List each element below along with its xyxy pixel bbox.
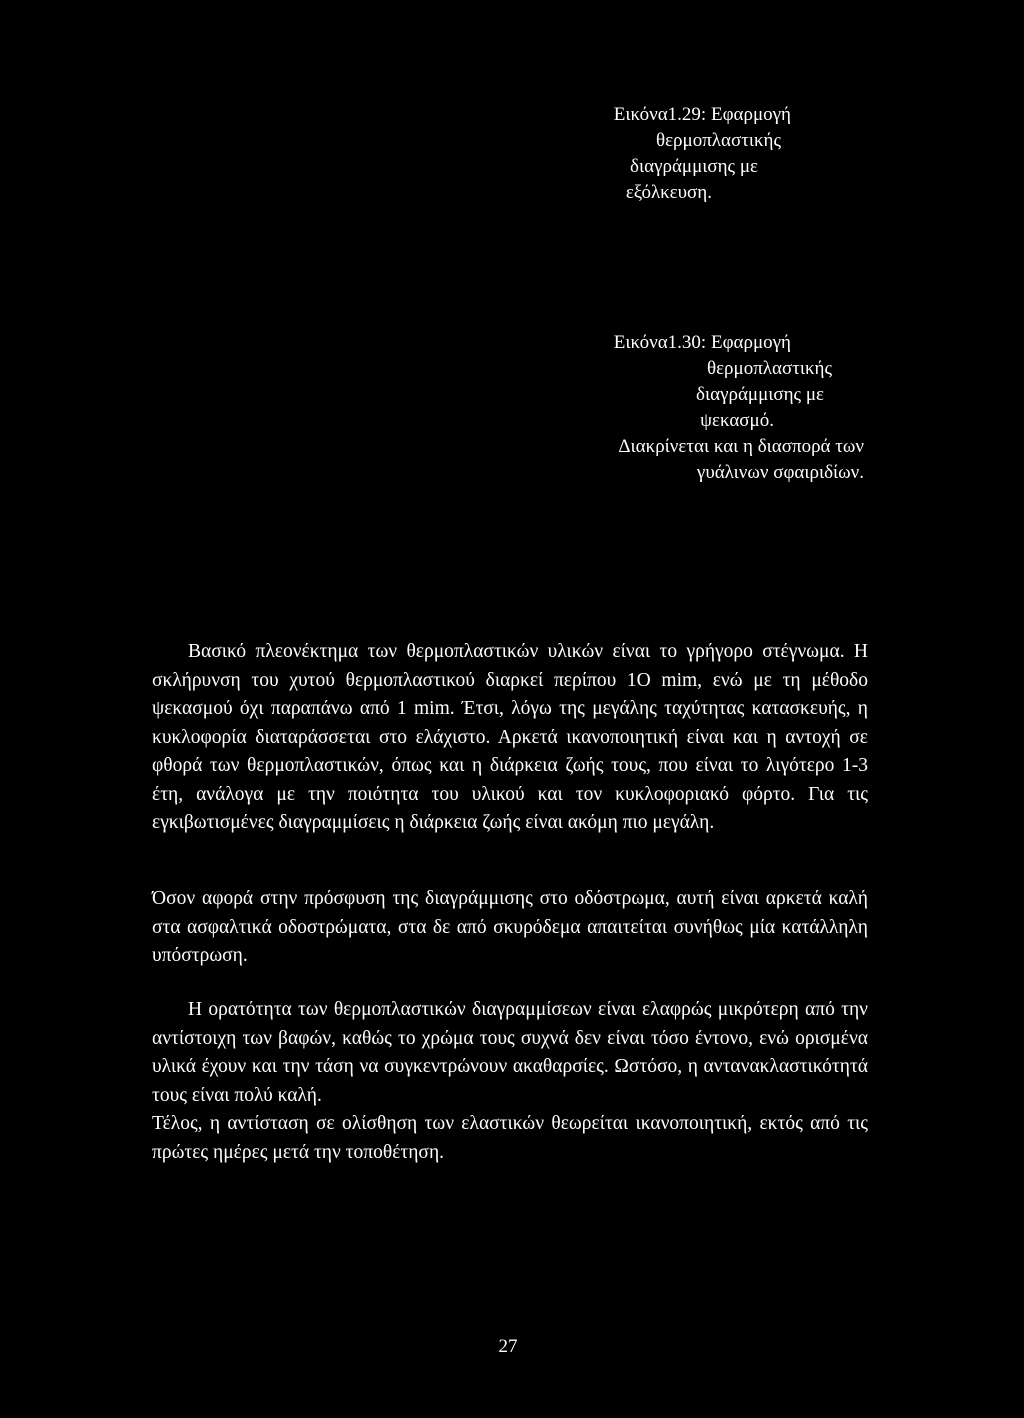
caption-line: γυάλινων σφαιριδίων. <box>696 462 864 483</box>
page-number: 27 <box>498 1336 518 1357</box>
caption-line: διαγράμμισης με <box>696 384 824 405</box>
figure-caption-1-29 <box>614 102 791 206</box>
paragraph-text: Η ορατότητα των θερμοπλαστικών διαγραμμίσεων είναι ελαφρώς μικρότερη από την αντίστοιχη των βαφών, καθώς το χρώμα τους συχνά δεν είναι τόσο έντονο, ενώ ορισμένα υλικά έχουν και την τάση να συγκεντρώνουν ακαθαρσίες. Ωστόσο, η αντανακλαστικότητά τους είναι πολύ καλή. <box>152 999 868 1106</box>
body-paragraph-adhesion <box>152 885 868 971</box>
caption-line: Εικόνα1.30: Εφαρμογή <box>613 332 791 353</box>
caption-line: εξόλκευση. <box>625 182 712 203</box>
body-paragraph-advantages <box>152 638 868 838</box>
caption-line: ψεκασμό. <box>700 410 774 431</box>
caption-line: διαγράμμισης με <box>630 156 758 177</box>
paragraph-text: Όσον αφορά στην πρόσφυση της διαγράμμισης στο οδόστρωμα, αυτή είναι αρκετά καλή στα ασφαλτικά οδοστρώματα, στα δε από σκυρόδεμα απαιτείται συνήθως μία κατάλληλη υπόστρωση. <box>152 888 868 966</box>
caption-line: θερμοπλαστικής <box>706 358 832 379</box>
paragraph-text: Βασικό πλεονέκτημα των θερμοπλαστικών υλικών είναι το γρήγορο στέγνωμα. Η σκλήρυνση του χυτού θερμοπλαστικού διαρκεί περίπου 1O mim, ενώ με τη μέθοδο ψεκασμού όχι παραπάνω από 1 mim. Έτσι, λόγω της μεγάλης ταχύτητας κατασκευής, η κυκλοφορία διαταράσσεται στο ελάχιστο. Αρκετά ικανοποιητική είναι και η αντοχή σε φθορά των θερμοπλαστικών, όπως και η διάρκεια ζωής τους, που είναι το λιγότερο 1-3 έτη, ανάλογα με την ποιότητα του υλικού και τον κυκλοφοριακό φόρτο. Για τις εγκιβωτισμένες διαγραμμίσεις η διάρκεια ζωής είναι ακόμη πιο μεγάλη. <box>152 641 868 833</box>
paragraph-text: Τέλος, η αντίσταση σε ολίσθηση των ελαστικών θεωρείται ικανοποιητική, εκτός από τις πρώτες ημέρες μετά την τοποθέτηση. <box>152 1113 868 1163</box>
caption-line: Διακρίνεται και η διασπορά των <box>618 436 864 457</box>
figure-caption-1-30 <box>614 330 864 486</box>
body-paragraph-visibility <box>152 996 868 1167</box>
caption-line: Εικόνα1.29: Εφαρμογή <box>613 104 791 125</box>
caption-line: θερμοπλαστικής <box>655 130 781 151</box>
